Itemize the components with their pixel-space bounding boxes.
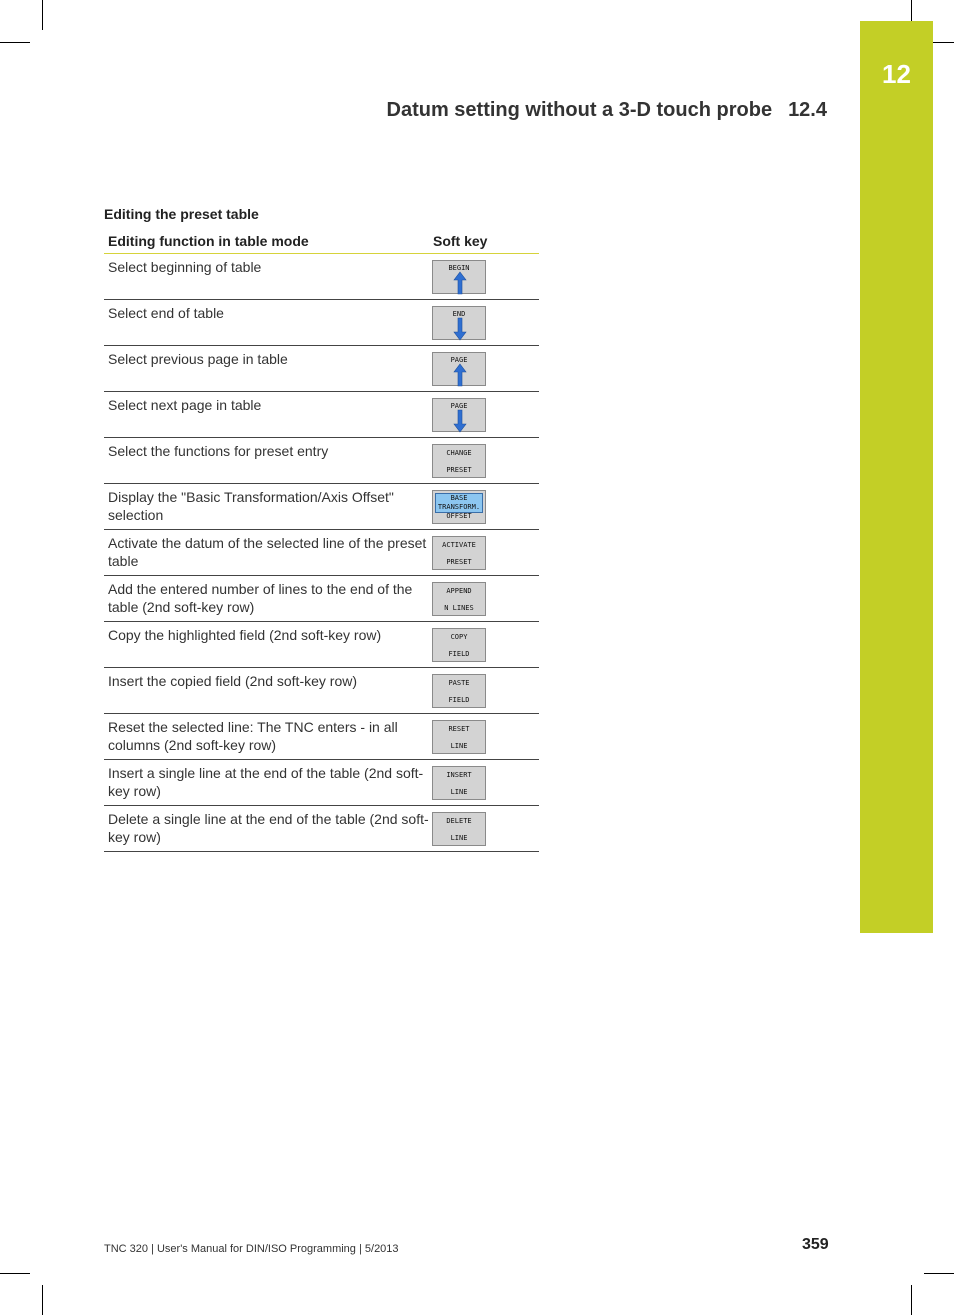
chapter-tab bbox=[860, 21, 933, 933]
table-row bbox=[104, 806, 539, 852]
table-header bbox=[104, 229, 539, 254]
table-row bbox=[104, 668, 539, 714]
table-row bbox=[104, 438, 539, 484]
function-description: Select previous page in table bbox=[108, 351, 288, 367]
softkey-cell bbox=[429, 254, 486, 299]
softkey-table bbox=[104, 229, 539, 852]
function-description: Insert the copied field (2nd soft-key row) bbox=[108, 673, 358, 689]
function-description: Select the functions for preset entry bbox=[108, 443, 329, 459]
function-description: Display the "Basic Transformation/Axis Offset" selection bbox=[108, 489, 394, 523]
page-number: 359 bbox=[802, 1236, 829, 1253]
footer-text: TNC 320 | User's Manual for DIN/ISO Programming | 5/2013 bbox=[104, 1243, 399, 1255]
softkey-label-bottom: LINE bbox=[450, 788, 468, 796]
function-description: Select end of table bbox=[108, 305, 224, 321]
crop-mark bbox=[42, 1285, 43, 1315]
function-description: Add the entered number of lines to the end of the table (2nd soft-key row) bbox=[108, 581, 413, 615]
softkey-label-top: PAGE bbox=[450, 356, 468, 364]
function-description: Reset the selected line: The TNC enters - in all columns (2nd soft-key row) bbox=[108, 719, 398, 753]
arrow-up-icon bbox=[453, 270, 467, 296]
softkey-cell bbox=[429, 622, 486, 667]
softkey-begin[interactable] bbox=[432, 260, 486, 294]
table-row bbox=[104, 714, 539, 760]
softkey-cell bbox=[429, 714, 486, 759]
header-title: Datum setting without a 3-D touch probe bbox=[386, 99, 773, 121]
function-description: Insert a single line at the end of the table (2nd soft-key row) bbox=[108, 765, 424, 799]
table-row bbox=[104, 254, 539, 300]
header-section: 12.4 bbox=[788, 99, 827, 121]
table-row bbox=[104, 300, 539, 346]
softkey-label-bottom: LINE bbox=[450, 742, 468, 750]
softkey-label-top: DELETE bbox=[446, 817, 472, 825]
softkey-end[interactable] bbox=[432, 306, 486, 340]
function-description: Copy the highlighted field (2nd soft-key row) bbox=[108, 627, 382, 643]
softkey-label-top: COPY bbox=[450, 633, 468, 641]
softkey-cell bbox=[429, 576, 486, 621]
softkey-label-bottom: PRESET bbox=[446, 466, 472, 474]
softkey-copy[interactable] bbox=[432, 628, 486, 662]
softkey-label-top: PAGE bbox=[450, 402, 468, 410]
softkey-label-top: BEGIN bbox=[448, 264, 470, 272]
column-header-softkey: Soft key bbox=[433, 233, 488, 249]
section-title: Editing the preset table bbox=[104, 206, 259, 222]
softkey-label-top: CHANGE bbox=[446, 449, 472, 457]
softkey-page[interactable] bbox=[432, 398, 486, 432]
softkey-cell bbox=[429, 300, 486, 345]
table-row bbox=[104, 484, 539, 530]
softkey-base[interactable] bbox=[432, 490, 486, 524]
crop-mark bbox=[42, 0, 43, 30]
chapter-number: 12 bbox=[882, 59, 911, 89]
softkey-label-bottom: OFFSET bbox=[446, 512, 472, 520]
softkey-activate[interactable] bbox=[432, 536, 486, 570]
page-header bbox=[387, 99, 827, 122]
softkey-label-top: PASTE bbox=[448, 679, 470, 687]
softkey-reset[interactable] bbox=[432, 720, 486, 754]
softkey-label-top: RESET bbox=[448, 725, 470, 733]
softkey-label-top: END bbox=[452, 310, 466, 318]
softkey-cell bbox=[429, 760, 486, 805]
softkey-label-middle: TRANSFORM. bbox=[437, 503, 481, 511]
arrow-down-icon bbox=[453, 408, 467, 434]
table-row bbox=[104, 530, 539, 576]
softkey-cell bbox=[429, 668, 486, 713]
softkey-append[interactable] bbox=[432, 582, 486, 616]
softkey-cell bbox=[429, 346, 486, 391]
softkey-insert[interactable] bbox=[432, 766, 486, 800]
softkey-label-bottom: LINE bbox=[450, 834, 468, 842]
softkey-label-top: APPEND bbox=[446, 587, 472, 595]
arrow-down-icon bbox=[453, 316, 467, 342]
crop-mark bbox=[0, 42, 30, 43]
softkey-cell bbox=[429, 484, 486, 529]
softkey-delete[interactable] bbox=[432, 812, 486, 846]
softkey-label-bottom: PRESET bbox=[446, 558, 472, 566]
softkey-label-bottom: N LINES bbox=[444, 604, 474, 612]
softkey-cell bbox=[429, 806, 486, 851]
softkey-cell bbox=[429, 392, 486, 437]
softkey-change[interactable] bbox=[432, 444, 486, 478]
softkey-label-bottom: FIELD bbox=[448, 696, 470, 704]
table-row bbox=[104, 576, 539, 622]
crop-mark bbox=[911, 1285, 912, 1315]
function-description: Activate the datum of the selected line of the preset table bbox=[108, 535, 427, 569]
column-header-function: Editing function in table mode bbox=[108, 233, 309, 249]
arrow-up-icon bbox=[453, 362, 467, 388]
softkey-label-bottom: FIELD bbox=[448, 650, 470, 658]
table-row bbox=[104, 346, 539, 392]
softkey-cell bbox=[429, 438, 486, 483]
crop-mark bbox=[0, 1273, 30, 1274]
softkey-label-top: INSERT bbox=[446, 771, 472, 779]
softkey-label-top: BASE bbox=[450, 494, 468, 502]
table-row bbox=[104, 392, 539, 438]
softkey-cell bbox=[429, 530, 486, 575]
function-description: Select next page in table bbox=[108, 397, 262, 413]
function-description: Delete a single line at the end of the table (2nd soft-key row) bbox=[108, 811, 429, 845]
table-row bbox=[104, 622, 539, 668]
softkey-paste[interactable] bbox=[432, 674, 486, 708]
softkey-label-top: ACTIVATE bbox=[442, 541, 476, 549]
softkey-page[interactable] bbox=[432, 352, 486, 386]
table-row bbox=[104, 760, 539, 806]
crop-mark bbox=[924, 1273, 954, 1274]
function-description: Select beginning of table bbox=[108, 259, 262, 275]
